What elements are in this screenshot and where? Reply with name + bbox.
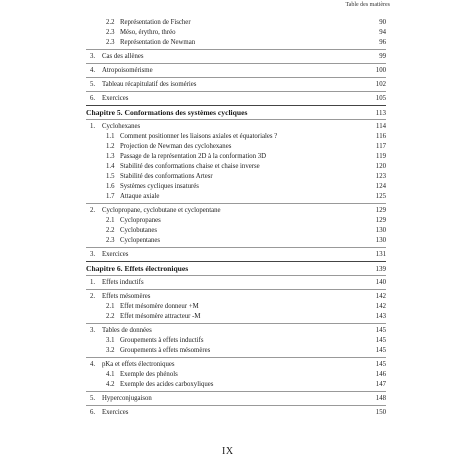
toc-entry bbox=[86, 394, 386, 404]
divider bbox=[86, 357, 386, 358]
toc-entry-number: 3. bbox=[90, 327, 96, 334]
toc-entry-page: 129 bbox=[375, 207, 386, 214]
toc-entry bbox=[86, 162, 386, 172]
toc-entry-title: pKa et effets électroniques bbox=[102, 361, 175, 368]
toc-entry bbox=[86, 236, 386, 246]
toc-entry-number: 2.2 bbox=[106, 19, 115, 26]
toc-entry-number: 4. bbox=[90, 361, 96, 368]
chapter-page: 113 bbox=[375, 109, 386, 117]
toc-entry bbox=[86, 172, 386, 182]
toc-entry-page: 105 bbox=[375, 95, 386, 102]
toc-entry-number: 2.3 bbox=[106, 237, 115, 244]
toc-entry bbox=[86, 370, 386, 380]
toc-entry bbox=[86, 52, 386, 62]
toc-entry-number: 2. bbox=[90, 207, 96, 214]
divider bbox=[86, 275, 386, 276]
toc-entry-title: Exercices bbox=[102, 251, 129, 258]
toc-entry bbox=[86, 226, 386, 236]
toc-entry-number: 2.3 bbox=[106, 39, 115, 46]
divider bbox=[86, 91, 386, 92]
toc-entry-page: 146 bbox=[375, 371, 386, 378]
toc-entry-title: Attaque axiale bbox=[120, 193, 160, 200]
toc-entry bbox=[86, 142, 386, 152]
toc-entry-title: Cyclobutanes bbox=[120, 227, 157, 234]
toc-entry-title: Systèmes cycliques insaturés bbox=[120, 183, 199, 190]
toc-entry-title: Tables de données bbox=[102, 327, 152, 334]
toc-entry-title: Hyperconjugaison bbox=[102, 395, 152, 402]
toc-entry-number: 6. bbox=[90, 95, 96, 102]
toc-entry-number: 1.3 bbox=[106, 153, 115, 160]
toc-entry-page: 145 bbox=[375, 337, 386, 344]
toc-entry-title: Groupements à effets mésomères bbox=[120, 347, 211, 354]
toc-entry-title: Passage de la représentation 2D à la conformation 3D bbox=[120, 153, 267, 160]
chapter-title: Chapitre 6. Effets électroniques bbox=[86, 264, 189, 273]
toc-entry-number: 2.2 bbox=[106, 227, 115, 234]
toc-entry-page: 129 bbox=[375, 217, 386, 224]
toc-entry-page: 119 bbox=[376, 153, 386, 160]
toc-entry-number: 4.2 bbox=[106, 381, 115, 388]
toc-entry-page: 142 bbox=[375, 303, 386, 310]
toc-entry-number: 2.1 bbox=[106, 303, 115, 310]
divider bbox=[86, 289, 386, 290]
toc-entry-number: 1.7 bbox=[106, 193, 115, 200]
toc-entry-page: 114 bbox=[376, 123, 386, 130]
toc-entry-title: Cyclopropanes bbox=[120, 217, 161, 224]
toc-entry bbox=[86, 132, 386, 142]
toc-entry-page: 142 bbox=[375, 293, 386, 300]
toc-entry bbox=[86, 94, 386, 104]
toc-entry bbox=[86, 38, 386, 48]
toc-entry-title: Cyclopropane, cyclobutane et cyclopentane bbox=[102, 207, 221, 214]
toc-entry-title: Représentation de Newman bbox=[120, 39, 196, 46]
toc-entry-page: 150 bbox=[375, 409, 386, 416]
toc-entry-title: Cas des allènes bbox=[102, 53, 144, 60]
toc-entry-number: 2.2 bbox=[106, 313, 115, 320]
divider bbox=[86, 405, 386, 406]
toc-entry-title: Stabilité des conformations chaise et chaise inverse bbox=[120, 163, 260, 170]
toc-entry bbox=[86, 216, 386, 226]
toc-entry-title: Effet mésomère attracteur -M bbox=[120, 313, 201, 320]
chapter-heading bbox=[86, 264, 386, 274]
toc-entry-page: 94 bbox=[379, 29, 386, 36]
divider bbox=[86, 119, 386, 120]
toc-entry-number: 1.5 bbox=[106, 173, 115, 180]
toc-entry-number: 2.3 bbox=[106, 29, 115, 36]
running-header: Table des matières bbox=[345, 2, 390, 8]
chapter-title: Chapitre 5. Conformations des systèmes cycliques bbox=[86, 108, 248, 117]
toc-entry-number: 1. bbox=[90, 123, 96, 130]
toc-entry bbox=[86, 192, 386, 202]
toc-entry bbox=[86, 312, 386, 322]
toc-entry-title: Effets inductifs bbox=[102, 279, 144, 286]
toc-entry-number: 5. bbox=[90, 81, 96, 88]
toc-entry bbox=[86, 326, 386, 336]
toc-entry-number: 4.1 bbox=[106, 371, 115, 378]
toc-entry-title: Exercices bbox=[102, 95, 129, 102]
toc-entry-number: 1.6 bbox=[106, 183, 115, 190]
toc-entry-title: Effets mésomères bbox=[102, 293, 151, 300]
toc-entry bbox=[86, 360, 386, 370]
toc-entry-page: 123 bbox=[375, 173, 386, 180]
toc-entry-page: 99 bbox=[379, 53, 386, 60]
divider bbox=[86, 391, 386, 392]
toc-entry-page: 130 bbox=[375, 237, 386, 244]
toc-entry-page: 147 bbox=[375, 381, 386, 388]
toc-entry bbox=[86, 380, 386, 390]
toc-entry bbox=[86, 336, 386, 346]
toc-entry-page: 125 bbox=[375, 193, 386, 200]
toc-entry-title: Exercices bbox=[102, 409, 129, 416]
toc-entry-page: 117 bbox=[376, 143, 386, 150]
toc-entry-page: 130 bbox=[375, 227, 386, 234]
toc-entry-page: 100 bbox=[375, 67, 386, 74]
toc-entry-title: Tableau récapitulatif des isoméries bbox=[102, 81, 197, 88]
divider bbox=[86, 203, 386, 204]
toc-entry-number: 1.2 bbox=[106, 143, 115, 150]
toc-entry-page: 131 bbox=[375, 251, 386, 258]
toc-entry-number: 2. bbox=[90, 293, 96, 300]
toc-entry bbox=[86, 292, 386, 302]
toc-entry-page: 116 bbox=[376, 133, 386, 140]
toc-entry-page: 143 bbox=[375, 313, 386, 320]
toc-entry bbox=[86, 302, 386, 312]
toc-entry bbox=[86, 18, 386, 28]
divider bbox=[86, 63, 386, 64]
divider bbox=[86, 261, 386, 262]
toc-entry-title: Exemple des acides carboxyliques bbox=[120, 381, 214, 388]
toc-entry-page: 148 bbox=[375, 395, 386, 402]
toc-entry-number: 1.1 bbox=[106, 133, 115, 140]
toc-entry-page: 124 bbox=[375, 183, 386, 190]
toc-entry-number: 1. bbox=[90, 279, 96, 286]
toc-entry-title: Projection de Newman des cyclohexanes bbox=[120, 143, 232, 150]
toc-entry-page: 90 bbox=[379, 19, 386, 26]
toc-entry-title: Stabilité des conformations Artesr bbox=[120, 173, 213, 180]
toc-entry bbox=[86, 250, 386, 260]
toc-entry bbox=[86, 152, 386, 162]
toc-entry-number: 1.4 bbox=[106, 163, 115, 170]
toc-entry bbox=[86, 122, 386, 132]
toc-entry-title: Comment positionner les liaisons axiales et équatoriales ? bbox=[120, 133, 278, 140]
toc-entry-title: Effet mésomère donneur +M bbox=[120, 303, 199, 310]
chapter-page: 139 bbox=[375, 265, 386, 273]
toc-entry-number: 3.1 bbox=[106, 337, 115, 344]
toc-entry-number: 3.2 bbox=[106, 347, 115, 354]
divider bbox=[86, 105, 386, 106]
toc-entry bbox=[86, 408, 386, 418]
toc-entry-page: 145 bbox=[375, 361, 386, 368]
toc-entry-page: 140 bbox=[375, 279, 386, 286]
toc-entry bbox=[86, 278, 386, 288]
toc-entry-title: Méso, érythro, thréo bbox=[120, 29, 176, 36]
toc-entry bbox=[86, 182, 386, 192]
toc-entry-number: 5. bbox=[90, 395, 96, 402]
toc-entry bbox=[86, 206, 386, 216]
divider bbox=[86, 247, 386, 248]
toc-entry bbox=[86, 28, 386, 38]
divider bbox=[86, 77, 386, 78]
page-number: IX bbox=[222, 446, 234, 457]
toc-entry-page: 145 bbox=[375, 327, 386, 334]
toc-entry bbox=[86, 66, 386, 76]
toc-entry-title: Exemple des phénols bbox=[120, 371, 178, 378]
toc-entry-title: Représentation de Fischer bbox=[120, 19, 191, 26]
toc-entry-page: 145 bbox=[375, 347, 386, 354]
table-of-contents bbox=[86, 18, 386, 418]
divider bbox=[86, 49, 386, 50]
toc-entry-number: 4. bbox=[90, 67, 96, 74]
toc-entry-title: Cyclohexanes bbox=[102, 123, 141, 130]
toc-entry-number: 6. bbox=[90, 409, 96, 416]
toc-entry-page: 96 bbox=[379, 39, 386, 46]
toc-entry-number: 3. bbox=[90, 53, 96, 60]
toc-entry-page: 102 bbox=[375, 81, 386, 88]
toc-entry-page: 120 bbox=[375, 163, 386, 170]
toc-entry bbox=[86, 80, 386, 90]
toc-entry bbox=[86, 346, 386, 356]
toc-entry-number: 3. bbox=[90, 251, 96, 258]
toc-entry-title: Atropoisomérisme bbox=[102, 67, 153, 74]
toc-entry-title: Cyclopentanes bbox=[120, 237, 161, 244]
toc-entry-number: 2.1 bbox=[106, 217, 115, 224]
toc-entry-title: Groupements à effets inductifs bbox=[120, 337, 204, 344]
divider bbox=[86, 323, 386, 324]
chapter-heading bbox=[86, 108, 386, 118]
